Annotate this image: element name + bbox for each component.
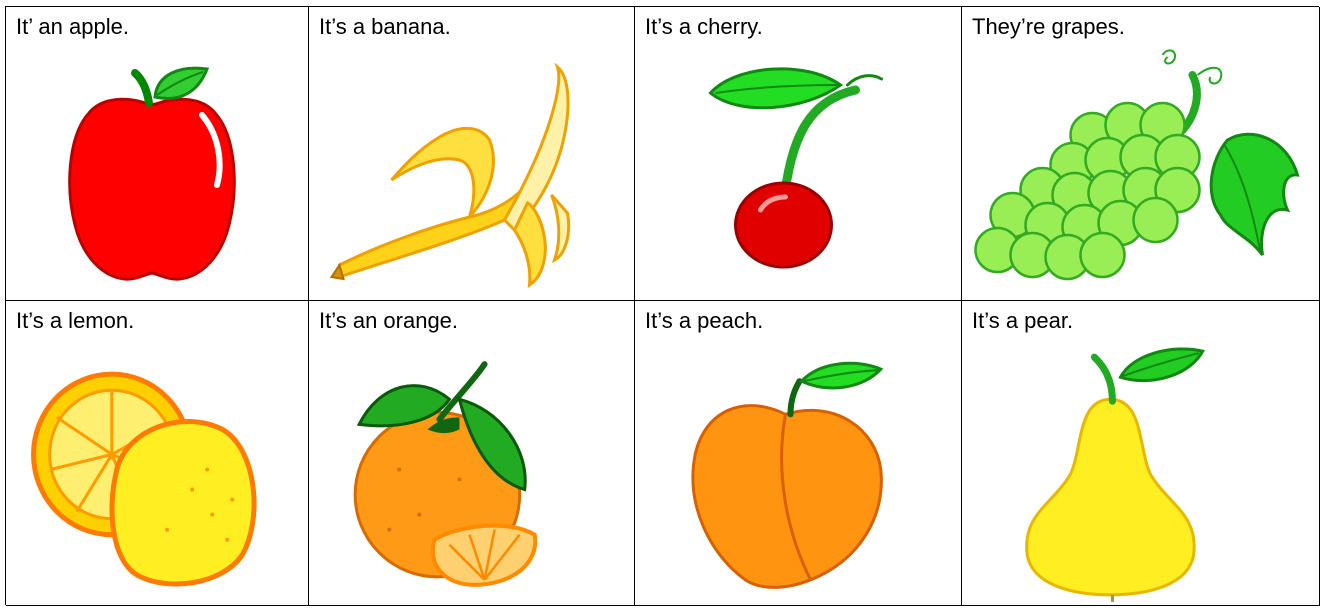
card-peach [635,301,962,606]
card-lemon [6,301,309,606]
card-caption: It’s a cherry. [645,14,763,39]
cherry-icon [635,45,961,300]
card-caption: It’s a banana. [319,14,451,39]
card-caption: It’s a pear. [972,308,1074,333]
grapes-icon [962,45,1319,300]
card-caption: It’s a lemon. [16,308,135,333]
card-caption: It’s a peach. [645,308,764,333]
card-orange [309,301,635,606]
card-apple [6,7,309,301]
orange-icon [309,339,634,605]
card-cherry [635,7,962,301]
apple-icon [6,45,308,300]
fruit-card-grid [5,6,1319,605]
peach-icon [635,339,961,605]
banana-icon [309,45,634,300]
pear-icon [962,339,1319,605]
lemon-icon [6,339,308,605]
card-caption: It’ an apple. [16,14,129,39]
card-banana [309,7,635,301]
card-pear [962,301,1320,606]
card-caption: It’s an orange. [319,308,459,333]
card-caption: They’re grapes. [972,14,1125,39]
card-grapes [962,7,1320,301]
